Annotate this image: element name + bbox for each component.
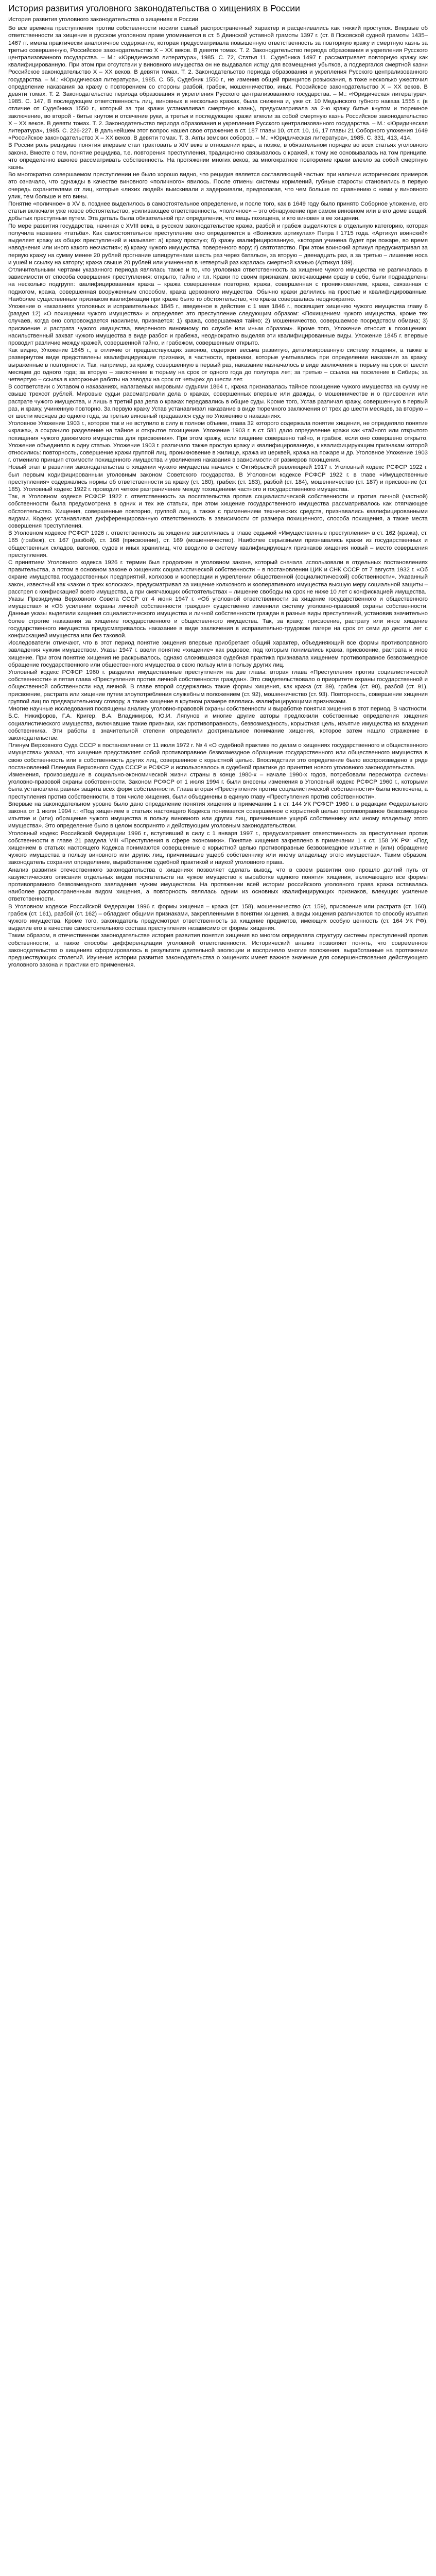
article-paragraph: Уголовный кодекс Российской Федерации 1996 г., вступивший в силу с 1 января 1997 г., предусматривает ответственность за преступления против собственности в главе 21 раздела VIII «Преступления в сфере экономики». Понятие хищения закреплено в примечании 1 к ст. 158 УК РФ: «Под хищением в статьях настоящего Кодекса понимаются совершенные с корыстной целью противоправные безвозмездное изъятие и (или) обращение чужого имущества в пользу виновного или других лиц, причинившие ущерб собственнику или иному владельцу этого имущества». Таким образом, законодатель сохранил определение, выработанное судебной практикой и наукой уголовного права. — [8, 830, 428, 866]
article-paragraph: Уголовный кодекс РСФСР 1960 г. разделил имущественные преступления на две главы: вторая глава «Преступления против социалистической собственности» и пятая глава «Преступления против личной собственности граждан». Это свидетельствовало о приоритете охраны государственной и общественной собственности над личной. В главе второй содержались такие формы хищения, как кража (ст. 89), грабеж (ст. 90), разбой (ст. 91), присвоение, растрата или хищение путем злоупотребления служебным положением (ст. 92), мошенничество (ст. 93). Повторность, совершение хищения группой лиц по предварительному сговору, а также хищение в крупном размере являлись квалифицирующими признаками. — [8, 669, 428, 705]
article-paragraph: Многие научные исследования посвящены анализу уголовно-правовой охраны собственности и выработке понятия хищения в этот период. В частности, Б.С. Никифоров, Г.А. Кригер, В.А. Владимиров, Ю.И. Ляпунов и многие другие авторы предложили собственные определения хищения социалистического имущества, включавшие такие признаки, как противоправность, безвозмездность, корыстная цель, изъятие имущества из владения собственника. Эти работы в значительной степени определили доктринальное понимание хищения, которое затем нашло отражение в законодательстве. — [8, 706, 428, 741]
article-subtitle: История развития уголовного законодательства о хищениях в России — [8, 16, 198, 23]
article-paragraph: Понятие «поличное» в XV в. позднее выделилось в самостоятельное определение, и после того, как в 1649 году было принято Соборное уложение, его статьи включали уже новое обстоятельство, усиливающее ответственность, «поличное» – это обнаружение при самом виновном или в его доме вещей, добытых преступным путем. Эта деталь была обязательной при определении, что вещь похищена, и кто виновен в ее хищении. — [8, 201, 428, 222]
article-title: История развития уголовного законодательства о хищениях в России — [8, 3, 300, 13]
article-paragraph: Исследователи отмечают, что в этот период понятие хищения впервые приобретает общий характер, объединяющий все формы противоправного завладения чужим имуществом. Указы 1947 г. ввели понятие «хищение» как родовое, под которым понимались кража, присвоение, растрата и иное хищение. При этом понятие хищения не раскрывалось, однако сложившаяся судебная практика признавала хищением противоправное безвозмездное обращение государственного или общественного имущества в свою пользу или в пользу других лиц. — [8, 640, 428, 668]
article-paragraph: Во многократно совершаемом преступлении не было хорошо видно, что рецидив является составляющей частью: при наличии исторических примеров это означало, что однажды в качестве виновного «поличного» явилось. После отмены системы кормлений, губные старосты становились в первую очередь охранителями от лиц, которые «лихих людей» выискивали и задерживали, предполагая, что чем больше по сравнению с ними у виновного улик, тем больше и его вины. — [8, 172, 428, 200]
article-paragraph: Таким образом, в отечественном законодательстве история развития понятия хищения во многом определяла структуру системы преступлений против собственности, а также способы дифференциации уголовной ответственности. Исторический анализ позволяет понять, что современное законодательство о хищениях сформировалось в результате длительной эволюции и восприняло многие положения, выработанные на протяжении предшествующих столетий. Изучение истории развития законодательства о хищениях имеет важное значение для совершенствования действующего уголовного закона и практики его применения. — [8, 933, 428, 969]
article-paragraph: Впервые на законодательном уровне было дано определение понятия хищения в примечании 1 к ст. 144 УК РСФСР 1960 г. в редакции Федерального закона от 1 июля 1994 г.: «Под хищением в статьях настоящего Кодекса понимается совершенное с корыстной целью противоправное безвозмездное изъятие и (или) обращение чужого имущества в пользу виновного или других лиц, причинившее ущерб собственнику или иному владельцу этого имущества». Это определение было в целом воспринято и действующим уголовным законодательством. — [8, 801, 428, 829]
article-page — [0, 0, 436, 974]
article-paragraph: По мере развития государства, начиная с XVIII века, в русском законодательстве кража, разбой и грабеж выделяются в отдельную категорию, которая получила название «татьба». Как самостоятельное преступление оно определяется в «Воинских артикулах» Петра I 1715 года. «Артикул воинский» выделяет кражу из общих преступлений и называет: а) кражу простую; б) кражу квалифицированную, «которая учинена будет при пожаре, во время наводнения или иного какого несчастия»; в) кражу чужого имущества, поверенного вору; г) святотатство. При этом воинский артикул предусматривал за первую кражу на сумму менее 20 рублей прогнание шпицрутенами шесть раз через батальон, за вторую – двенадцать раз, а за третью – лишение носа и ушей и ссылку на каторгу; кража свыше 20 рублей или учиненная в четвертый раз каралась смертной казнью (Артикул 189). — [8, 223, 428, 266]
article-paragraph: В соответствии с Уставом о наказаниях, налагаемых мировыми судьями 1864 г., кража признавалась тайное похищение чужого имущества на сумму не свыше трехсот рублей. Мировые судьи рассматривали дела о кражах, совершенных впервые или дважды, о мошенничестве и о присвоении или растрате чужого имущества, и лишь в третий раз дела о кражах передавались в общие суды. Кроме того, Устав различал кражу, совершенную в первый раз, и кражу, учиненную повторно. За первую кражу Устав устанавливал наказание в виде тюремного заключения от трех до шести месяцев, за вторую – от шести месяцев до одного года, за третью виновный предавался суду по Уложению о наказаниях. — [8, 384, 428, 419]
article-body — [8, 25, 428, 969]
article-paragraph: Пленум Верховного Суда СССР в постановлении от 11 июля 1972 г. № 4 «О судебной практике по делам о хищениях государственного и общественного имущества» указал, что хищение представляет собой противоправное безвозмездное обращение государственного или общественного имущества в свою собственность или в собственность других лиц, совершенное с корыстной целью. Впоследствии это определение было воспроизведено в ряде постановлений Пленума Верховного Суда СССР и РСФСР и использовалось в судебной практике до принятия нового уголовного законодательства. — [8, 742, 428, 771]
article-paragraph: Во все времена преступления против собственности носили самый распространенный характер и расценивались как тяжкий проступок. Впервые об ответственности за хищение в русском уголовном праве упоминается в ст. 5 Двинской уставной грамоты 1397 г. (ст. 8 Псковской судной грамоты 1435–1467 гг. имела практически аналогичное содержание, которая предусматривала повышенную ответственность за повторную кражу и смертную казнь за третью совершенную, Российское законодательство X – XX веков. В девяти томах. Т. 2. Законодательство периода образования и укрепления Русского централизованного государства. – М.: «Юридическая литература», 1985. С. 72, Статья 11. Судебника 1497 г. рассматривает повторную кражу как квалифицированную. При этом при отсутствии у виновного имущества он не выдавался истцу для возмещения убытков, а подвергался смертной казни Российское законодательство X – XX веков. В девяти томах. Т. 2. Законодательство периода образования и укрепления Русского централизованного государства. – М.: «Юридическая литература», 1985. С. 55, Судебник 1550 г., не изменив общей принципов розыскания, в тоже несколько ужесточил определение наказания за кражу с повторением со стороны разбой, грабеж, мошенничество, иных. Российское законодательство X – XX веков. В девяти томах. Т. 2. Законодательство периода образования и укрепления Русского централизованного государства. – М.: «Юридическая литература», 1985. С. 147, В последующем ответственность лиц, виновных в несколько кражах, была снижена и, уже ст. 10 Медынского губного наказа 1555 г. (в отличие от Судебника 1550 г., который за три кражи устанавливал смертную казнь), предусматривала за 2-ю кражу битье кнутом и тюремное заключение, во второй - битье кнутом и отсечение руки, а третья и последующие кражи влекли за собой смертную казнь Российское законодательство X – XX веков. В девяти томах. Т. 2. Законодательство периода образования и укрепления Русского централизованного государства. – М.: «Юридическая литература», 1985. С. 226-227. В дальнейшем этот вопрос нашел свое отражение в ст. 187 главы 10, ст.ст. 10, 16, 17 главы 21 Соборного уложения 1649 «Российское законодательство X – XX веков. В девяти томах. Т. 3. Акты земских соборов. – М.: «Юридическая литература», 1985. С. 331, 413, 414. — [8, 25, 428, 142]
article-paragraph: С принятием Уголовного кодекса 1926 г. термин был продолжен в уголовном законе, который сначала использовали в отдельных постановлениях правительства, а потом в основном законе о хищениях социалистической собственности – в постановлении ЦИК и СНК СССР от 7 августа 1932 г. «Об охране имущества государственных предприятий, колхозов и кооперации и укреплении общественной (социалистической) собственности». Указанный закон, известный как «закон о трех колосках», предусматривал за хищение колхозного и кооперативного имущества высшую меру социальной защиты – расстрел с конфискацией всего имущества, а при смягчающих обстоятельствах – лишение свободы на срок не ниже 10 лет с конфискацией имущества. — [8, 560, 428, 595]
article-paragraph: В Уголовном кодексе РСФСР 1926 г. ответственность за хищение закреплялась в главе седьмой «Имущественные преступления» в ст. 162 (кража), ст. 165 (грабеж), ст. 167 (разбой), ст. 168 (присвоение), ст. 169 (мошенничество). Наиболее серьезными признавались кражи из государственных и общественных складов, вагонов, судов и иных хранилищ, что вводило в систему квалифицирующих признаков хищения новый – место совершения преступления. — [8, 530, 428, 558]
article-paragraph: Отличительными чертами указанного периода являлась также и то, что уголовная ответственность за хищение чужого имущества не различалась в зависимости от способа совершения преступления: открыто, тайно и т.п. Кражи по своим признакам, включающими сразу в себе, были подразделены на несколько подгрупп: квалифицированная кража – кража совершенная повторно, кража, совершенная с проникновением, кража, связанная с поджогом, кража, совершенная вооруженным способом, кража церковного имущества. Обычно кражи делились на простые и квалифицированные. Наиболее существенным признаком квалификации при краже было то обстоятельство, что кража совершалась неоднократно. — [8, 266, 428, 302]
article-paragraph: Указы Президиума Верховного Совета СССР от 4 июня 1947 г. «Об уголовной ответственности за хищение государственного и общественного имущества» и «Об усилении охраны личной собственности граждан» существенно изменили систему уголовно-правовой охраны собственности. Данные указы выделили хищения социалистического имущества и личной собственности граждан в разные виды преступлений, установив значительно более строгие наказания за хищение государственного и общественного имущества. Так, за кражу, присвоение, растрату или иное хищение государственного имущества предусматривалось наказание в виде заключения в исправительно-трудовом лагере на срок от семи до десяти лет с конфискацией имущества или без таковой. — [8, 596, 428, 639]
article-paragraph: Уголовное Уложение 1903 г., которое так и не вступило в силу в полном объеме, глава 32 которого содержала понятие хищения, не определяло понятие «кража», а сохранило разделение на тайное и открытое похищение. Уложение 1903 г. в ст. 581 дало определение кражи как «тайного или открытого похищения чужого движимого имущества для присвоения». При этом кражу, если хищение совершено тайно, и грабеж, если оно совершено открыто, Уложение объединяло в одну статью. Уложение 1903 г. различало также простую кражу и квалифицированную, к квалифицирующим признакам которой относились: повторность, совершение кражи группой лиц, проникновение в жилище, кража из церквей, кража на пожаре и др. Уголовное Уложение 1903 г. отменило принцип стоимости похищенного имущества и увеличения наказания в зависимости от размеров похищения. — [8, 420, 428, 464]
article-paragraph: Анализ развития отечественного законодательства о хищениях позволяет сделать вывод, что в своем развитии оно прошло долгий путь от казуистического описания отдельных видов посягательств на чужое имущество к выработке единого понятия хищения, включающего все формы противоправного безвозмездного завладения чужим имуществом. На протяжении всей истории российского уголовного права кража оставалась наиболее распространенным видом хищения, а повторность являлась одним из основных квалифицирующих признаков, влекущих усиление ответственности. — [8, 867, 428, 903]
article-paragraph: Изменения, произошедшие в социально-экономической жизни страны в конце 1980-х – начале 1990-х годов, потребовали пересмотра системы уголовно-правовой охраны собственности. Законом РСФСР от 1 июля 1994 г. были внесены изменения в Уголовный кодекс РСФСР 1960 г., которыми была установлена равная защита всех форм собственности. Глава вторая «Преступления против социалистической собственности» была исключена, а преступления против собственности, в том числе хищения, были объединены в единую главу «Преступления против собственности». — [8, 771, 428, 800]
article-paragraph: Как видно, Уложение 1845 г., в отличие от предшествующих законов, содержит весьма развитую, детализированную систему хищения, а также в развернутом виде представлены квалифицирующие признаки, в частности, признаки, которые учитывались при определении наказания за кражу, выраженные в повторности. Так, например, за кражу, совершенную в первый раз, наказание назначалось в виде заключения в тюрьму на срок от шести месяцев до одного года; за вторую – заключение в тюрьму на срок от одного года до полутора лет; за третью – ссылка на поселение в Сибирь; за четвертую – ссылка в каторжные работы на заводах на срок от четырех до шести лет. — [8, 347, 428, 383]
article-paragraph: Так, в Уголовном кодексе РСФСР 1922 г. ответственность за посягательства против социалистической собственности и против личной (частной) собственности была предусмотрена в одних и тех же статьях, при этом хищение государственного имущества рассматривалось как отягчающее обстоятельство. Хищения, совершенные повторно, группой лиц, а также с применением технических средств, признавались квалифицированными видами. Кодекс устанавливал дифференцированную ответственность в зависимости от размера похищенного, способа похищения, а также места совершения преступления. — [8, 494, 428, 530]
article-paragraph: Новый этап в развитии законодательства о хищении чужого имущества начался с Октябрьской революцией 1917 г. Уголовный кодекс РСФСР 1922 г. был первым кодифицированным уголовным законом Советского государства. В Уголовном кодексе РСФСР 1922 г. в главе «Имущественные преступления» содержались нормы об ответственности за кражу (ст. 180), грабеж (ст. 183), разбой (ст. 184), мошенничество (ст. 187) и присвоение (ст. 185). Уголовный кодекс 1922 г. проводил четкое разграничение между похищением частного и государственного имущества. — [8, 464, 428, 493]
article-paragraph: В Уголовном кодексе Российской Федерации 1996 г. формы хищения – кража (ст. 158), мошенничество (ст. 159), присвоение или растрата (ст. 160), грабеж (ст. 161), разбой (ст. 162) – обладают общими признаками, закрепленными в понятии хищения, а виды хищения различаются по способу изъятия чужого имущества. Кроме того, законодатель предусмотрел ответственность за хищение предметов, имеющих особую ценность (ст. 164 УК РФ), выделив его в качестве самостоятельного состава преступления независимо от формы хищения. — [8, 903, 428, 932]
article-paragraph: В России роль рецидиве понятия впервые стал трактовать в XIV веке в отношении краж, а позже, в обязательном порядке во всех статьях уголовного закона. Вместе с тем, понятие рецидива, т.е. повторения преступления, традиционно связывалось с кражей, к тому же основывалась на том принципе, что определенно важнее рассматривать собственность. На протяжении многих веков, за многократное повторение кражи влекло за собой смертную казнь. — [8, 142, 428, 171]
article-paragraph: Уложение о наказаниях уголовных и исправительных 1845 г., введенное в действие с 1 мая 1846 г., посвящает хищению чужого имущества главу 6 (раздел 12) «О похищении чужого имущества» и определяет это преступление следующим образом: «Похищением чужого имущества, кроме тех случаев, когда оно сопровождается насилием, признается: 1) кража, совершаемая тайно; 2) мошенничество, совершаемое посредством обмана; 3) присвоение и растрата чужого имущества, вверенного виновному по службе или иным образом». Кроме того, Уложение относит к похищению: насильственный захват чужого имущества в виде разбоя и грабежа, неоднократно выделяя эти квалифицированные виды. Уложение 1845 г. впервые проводит различие между кражей, совершенной тайно, и грабежом, совершенным открыто. — [8, 303, 428, 346]
